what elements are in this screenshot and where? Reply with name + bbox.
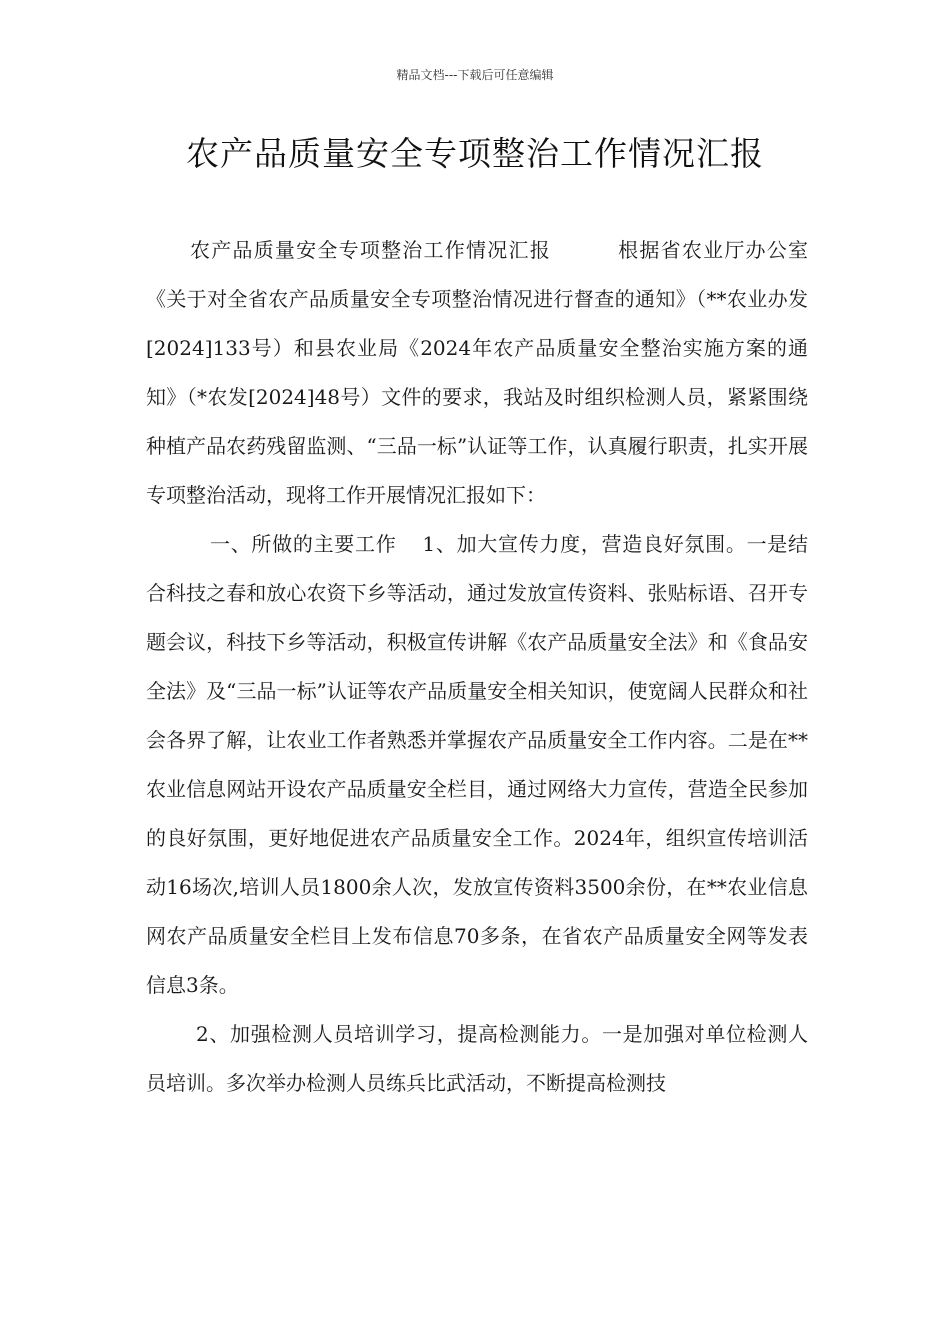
document-body <box>146 226 808 1108</box>
intro-body-text: 根据省农业厅办公室《关于对全省农产品质量安全专项整治情况进行督查的通知》（**农业办发[2024]133号）和县农业局《2024年农产品质量安全整治实施方案的通知》（*农发[2024]48号）文件的要求，我站及时组织检测人员，紧紧围绕种植产品农药残留监测、“三品一标”认证等工作，认真履行职责，扎实开展专项整治活动，现将工作开展情况汇报如下： <box>146 238 809 507</box>
section-1-body: 1、加大宣传力度，营造良好氛围。一是结合科技之春和放心农资下乡等活动，通过发放宣传资料、张贴标语、召开专题会议，科技下乡等活动，积极宣传讲解《农产品质量安全法》和《食品安全法》及“三品一标”认证等农产品质量安全相关知识，使宽阔人民群众和社会各界了解，让农业工作者熟悉并掌握农产品质量安全工作内容。二是在**农业信息网站开设农产品质量安全栏目，通过网络大力宣传，营造全民参加的良好氛围，更好地促进农产品质量安全工作。2024年，组织宣传培训活动16场次,培训人员1800余人次，发放宣传资料3500余份，在**农业信息网农产品质量安全栏目上发布信息70多条，在省农产品质量安全网等发表信息3条。 <box>146 532 808 997</box>
section-1-heading: 一、所做的主要工作 <box>210 532 397 556</box>
intro-paragraph <box>146 226 808 520</box>
page-header: 精品文档---下载后可任意编辑 <box>396 68 554 82</box>
intro-heading-text: 农产品质量安全专项整治工作情况汇报 <box>190 238 551 262</box>
section-1-paragraph <box>146 520 808 1010</box>
document-title: 农产品质量安全专项整治工作情况汇报 <box>186 134 764 173</box>
section-2-paragraph: 2、加强检测人员培训学习，提高检测能力。一是加强对单位检测人员培训。多次举办检测人员练兵比武活动，不断提高检测技 <box>146 1022 808 1095</box>
